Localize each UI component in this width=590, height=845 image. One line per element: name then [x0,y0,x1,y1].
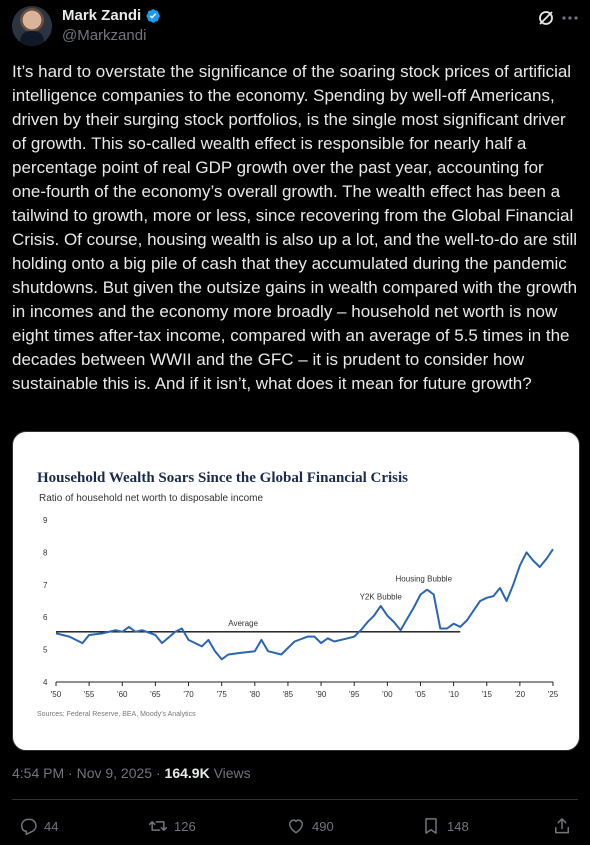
x-tick-label: '00 [382,690,393,699]
x-tick-label: '80 [249,690,261,699]
share-icon [552,816,572,836]
y-tick-label: 4 [43,678,48,687]
reply-icon [18,816,38,836]
x-tick-label: '90 [315,690,327,699]
x-tick-label: '75 [216,690,227,699]
chart-title: Household Wealth Soars Since the Global Financial Crisis [37,470,409,486]
chart-subtitle: Ratio of household net worth to disposable income [39,493,264,504]
share-button[interactable] [552,816,572,836]
author-name-row [62,7,161,24]
like-button[interactable] [286,816,334,836]
tweet-text: It’s hard to overstate the significance of the soaring stock prices of artificial intelligence companies to the economy. Spending by well-off Americans, driven by their surging stock portfolios, is the single most significant driver of growth. This so-called wealth effect is responsible for nearly half a percentage point of real GDP growth over the past year, accounting for one-fourth of the economy’s overall growth. The wealth effect has been a tailwind to growth, more or less, since recovering from the Global Financial Crisis. Of course, housing wealth is also up a lot, and the well-to-do are still holding onto a big pile of cash that they accumulated during the pandemic shutdowns. But given the outsize gains in wealth compared with the growth in incomes and the economy more broadly – household net worth is now eight times after-tax income, compared with an average of 5.5 times in the decades between WWII and the GFC – it is prudent to consider how sustainable this is. And if it isn’t, what does it mean for future growth? [12,62,582,393]
annotation-label: Housing Bubble [395,574,453,584]
verified-badge-icon [145,8,161,24]
divider [12,799,578,800]
repost-icon [148,816,168,836]
chart-source: Sources: Federal Reserve, BEA, Moody’s Analytics [37,711,196,718]
x-tick-label: '25 [547,690,559,699]
x-tick-label: '15 [481,690,492,699]
author-handle[interactable]: @Markzandi [62,27,147,44]
annotation-label: Y2K Bubble [359,592,402,602]
reply-count: 44 [44,818,59,834]
x-tick-label: '65 [150,690,161,699]
y-tick-label: 9 [43,516,48,525]
heart-icon [286,816,306,836]
y-tick-label: 5 [43,645,48,655]
x-tick-label: '05 [415,690,426,699]
tweet-timestamp [12,765,251,781]
x-tick-label: '20 [514,690,526,699]
y-tick-label: 7 [43,580,48,590]
x-tick-label: '85 [282,690,294,699]
y-tick-label: 8 [43,548,48,558]
bookmark-button[interactable] [421,816,469,836]
bookmark-icon [421,816,441,836]
tweet-time[interactable]: 4:54 PM · Nov 9, 2025 · [12,765,165,781]
wealth-ratio-chart [13,432,579,750]
average-label: Average [228,618,258,628]
x-tick-label: '55 [83,690,95,699]
chart-image-card[interactable] [12,431,580,751]
x-tick-label: '60 [117,690,128,699]
x-tick-label: '70 [183,690,194,699]
wealth-ratio-line [56,549,553,659]
repost-button[interactable] [148,816,196,836]
y-tick-label: 6 [43,613,48,623]
x-tick-label: '10 [448,690,459,699]
author-avatar[interactable] [12,6,52,46]
author-display-name[interactable]: Mark Zandi [62,7,142,24]
grok-icon[interactable] [536,8,556,28]
x-tick-label: '50 [50,690,62,699]
repost-count: 126 [174,818,196,834]
reply-button[interactable] [18,816,58,836]
x-tick-label: '95 [348,690,360,699]
bookmark-count: 148 [447,818,469,834]
views-count: 164.9K [164,765,210,781]
like-count: 490 [312,818,334,834]
views-label: Views [209,765,251,781]
more-icon[interactable] [560,8,580,28]
